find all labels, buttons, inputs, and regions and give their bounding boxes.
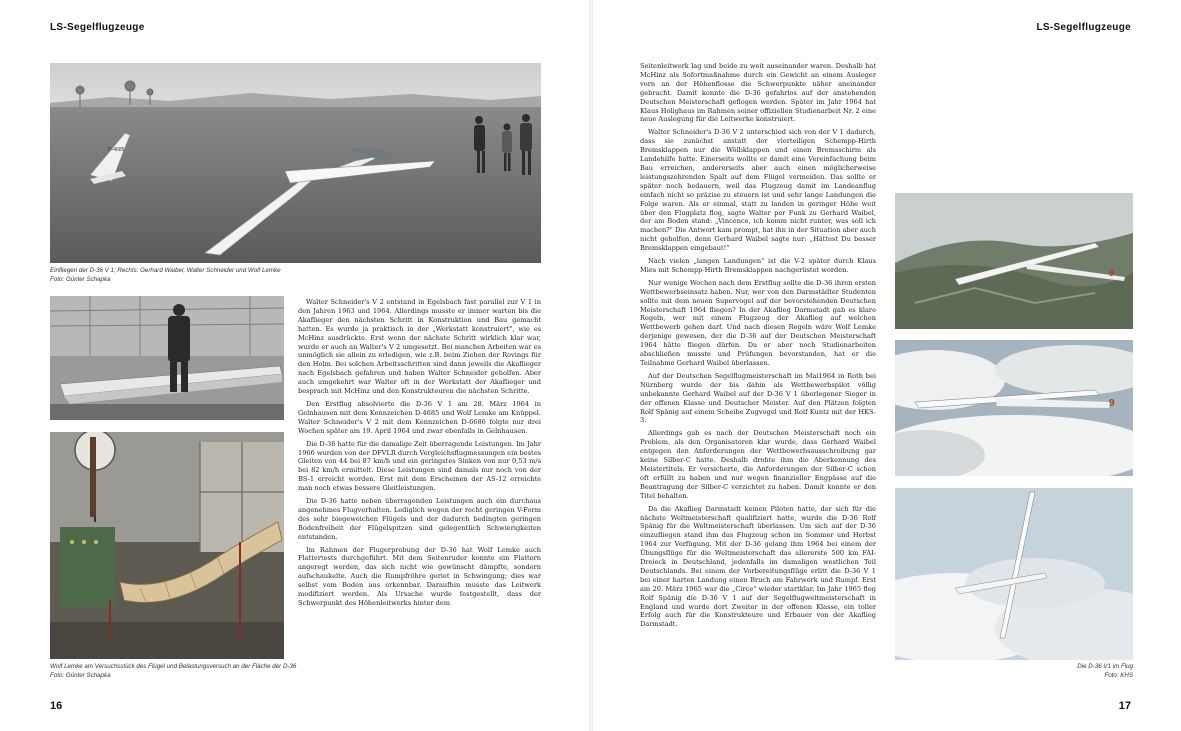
paragraph: Nach vielen „langen Landungen" ist die V-2 später durch Klaus Mies mit Schempp-Hirth Bremsklappen nachgerüstet worden. <box>640 257 876 274</box>
photo-glider-above-clouds <box>895 340 1133 476</box>
paragraph: Nur wenige Wochen nach dem Erstflug sollte die D-36 ihren ersten Wettbewerbseinsatz haben. Nur, wer von den Darmstädter Studenten sollte mit dem neuen Supervogel auf der bevorstehenden Deutschen Meisterschaft 1964 fliegen? In der Akaflieg Darmstadt gab es klare Regeln, wer mit einem Flugzeug der Akaflieg auf welchen Wettbewerb gehen darf. Und nach diesen Regeln wäre Wolf Lemke derjenige gewesen, der die D-36 auf der Deutschen Meisterschaft 1964 hätte fliegen dürfen. Da er aber noch Studienarbeiten abschließen musste und Prüfungen bevorstanden, hat er die Teilnahme Gerhard Waibel überlassen. <box>640 278 876 367</box>
photo-glider-on-field <box>50 63 541 263</box>
photo-glider-over-land <box>895 193 1133 329</box>
caption-bottom-left: Wolf Lemke am Versuchsstück des Flügel und Belastungsversuch an der Fläche der D-36 Foto: Günter Schapka <box>50 663 297 679</box>
paragraph: Die D-36 hatte für die damalige Zeit überragende Leistungen. Im Jahr 1966 wurden von der DFVLR durch Vergleichsflugmessungen ein bestes Gleiten von 44 bei 87 km/h und ein geringstes Sinken von nur 0,53 m/s bei 82 km/h ermittelt. Diese Leistungen sind damals nur noch von der BS-1 erreicht worden. Erst mit dem Erscheinen der AS-12 erreichte man noch etwas bessere Gleitleistungen. <box>298 439 541 493</box>
photo-glider-banking <box>895 488 1133 660</box>
page-number-right: 17 <box>1118 700 1131 712</box>
photo-load-test <box>50 432 284 659</box>
paragraph: Den Erstflug absolvierte die D-36 V 1 am 28. März 1964 in Gelnhausen mit dem Kennzeichen D-4685 und Wolf Lemke am Knüppel. Walter Schneider's V 2 mit dem Kennzeichen D-6686 folgte nur drei Wochen später am 19. April 1964 und zwar ebenfalls in Gelnhausen. <box>298 399 541 435</box>
glider-tail-number: 9 <box>1109 268 1115 278</box>
text-column-right <box>640 62 876 633</box>
paragraph: Walter Schneider's D-36 V 2 unterschied sich von der V 1 dadurch, dass sie zunächst anstatt der vierteiligen Schempp-Hirth Bremsklappen nur die Wölbklappen und einen Bremsschirm als Landehilfe hatte. Einerseits wollte er damit eine Vereinfachung beim Bau erreichen, andererseits aber auch einen möglicherweise leistungszehrenden Spalt auf dem Flügel vermeiden. Das sollte er später noch bedauern, weil das Flugzeug damit im Landeanflug einfach nicht so präzise zu steuern ist und sehr lange Landungen die Folge waren. Als er einmal, statt zu landen in geringer Höhe weit über den Flugplatz flog, sagte Walter per Funk zu Gerhard Waibel, der am Boden stand: „Vincence, ich komm nicht runter, was soll ich machen?" Die Antwort kam prompt, hat ihn in der Situation aber auch nicht geholfen, denn Gerhard Waibel sagte nur: „Hättest Du besser Bremsklappen eingebaut!" <box>640 128 876 253</box>
glider-tail-number-2: 9 <box>1109 398 1115 409</box>
paragraph: Im Rahmen der Flugerprobung der D-36 hat Wolf Lemke auch Flattertests durchgeführt. Mit dem Seitenruder konnte ein Flattern angeregt werden, das sich nicht wie gewünscht dämpfte, sondern aufschaukelte. Auch die Rumpfröhre geriet in Schwingung; dies war selbst vom Boden aus erkennbar. Daraufhin musste das Leitwerk modifiziert werden. Als Ursache wurde festgestellt, dass der Schwerpunkt des Höhenleitwerks hinter dem <box>298 545 541 607</box>
running-header-right: LS-Segelflugzeuge <box>1036 22 1131 33</box>
paragraph: Da die Akaflieg Darmstadt keinen Piloten hatte, der sich für die nächste Weltmeisterschaft qualifiziert hatte, wurde die D-36 Rolf Spänig für die Weltmeisterschaft überlassen. Um sich auf der D-36 einzufliegen stand ihm das Flugzeug schon im Sommer und Herbst 1964 zur Verfügung. Mit der D-36 gelang ihm 1964 bei einem der Übungsflüge für die Weltmeisterschaft das allererste 500 km FAI-Dreieck in Deutschland, jedenfalls im damaligen westlichen Teil Deutschlands. Bei einem der Vorbereitungsflüge erlitt die D-36 V 1 bei einer harten Landung einen Bruch am Fahrwerk und Rumpf. Erst am 20. März 1965 war die „Circe" wieder startklar. Im Jahr 1965 flog Rolf Spänig die D-36 V 1 auf der Segelflugweltmeisterschaft in England und wurde dort Zweiter in der offenen Klasse, ein toller Erfolg auch für die Konstrukteure und Erbauer von der Akaflieg Darmstadt. <box>640 504 876 629</box>
caption-right: Die D-36 V1 im Flug Foto: KHS <box>1077 663 1133 679</box>
glider-registration: D-4685 <box>108 147 125 153</box>
paragraph: Die D-36 hatte neben überragenden Leistungen auch ein durchaus angenehmes Flugverhalten. Lediglich wegen der recht geringen V-Form des sehr biegeweichen Flügels und der dadurch bedingten geringen Bodenfreiheit der Flügelspitzen sind gelegentlich Schwierigkeiten entstanden. <box>298 497 541 541</box>
page-gutter <box>589 0 593 731</box>
caption-top-left: Einfliegen der D-36 V 1; Rechts: Gerhard Waibel, Walter Schneider und Wolf Lemke Foto: Günter Schapka <box>50 267 281 283</box>
paragraph: Allerdings gab es nach der Deutschen Meisterschaft noch ein Problem, als den Organisatoren klar wurde, dass Gerhard Waibel entgegen den Anforderungen der Wettbewerbsausschreibung gar keine Silber-C hatte. Deshalb drohte ihm die Aberkennung des Meistertitels. Er versicherte, die Anforderungen der Silber-C schon oft erfüllt zu haben und nur wegen finanzieller Engpässe auf die Beantragung der Silber-C verzichtet zu haben. Damit konnte er den Titel behalten. <box>640 429 876 500</box>
page-number-left: 16 <box>50 700 63 712</box>
running-header-left: LS-Segelflugzeuge <box>50 22 145 33</box>
paragraph: Seitenleitwerk lag und beide zu weit auseinander waren. Deshalb hat McHinz als Sofortmaßnahme durch ein Gewicht an einem Ausleger vorn an der Höhenflosse die Schwerpunkte näher aneinander gebracht. Damit konnte die D-36 gefahrlos auf der anstehenden Deutschen Meisterschaft geflogen werden. Später im Jahr 1964 hat Klaus Holighaus im Rahmen seiner offiziellen Studienarbeit Nr. 2 eine neue Auslegung für die Leitwerke konstruiert. <box>640 62 876 124</box>
paragraph: Walter Schneider's V 2 entstand in Egelsbach fast parallel zur V 1 in den Jahren 1963 und 1964. Allerdings musste er immer warten bis die Akaflieger den nächsten Schritt in Konstruktion und Bau gemacht hatten. Es wurde ja praktisch in der „Werkstatt konstruiert", wie es McHinz ausdrückte. Erst wenn der nächste Schritt wirklich klar war, wurde er auch an Walter's V 2 umgesetzt. Bei manchen Arbeiten war es unmöglich sie allein zu erledigen, wie z.B. beim Ziehen der Rovings für den Holm. Bei solchen Arbeitsschritten sind dann jeweils die Akaflieger nach Egelsbach gefahren und haben Walter Schneider geholfen. Aber auch umgekehrt war Walter oft in der Werkstatt der Akaflieger und besprach mit McHinz und den Konstrukteuren die nächsten Schritte. <box>298 298 541 396</box>
paragraph: Auf der Deutschen Segelflugmeisterschaft im Mai1964 in Roth bei Nürnberg wurde der bis dahin als Wettbewerbspilot völlig unbekannte Gerhard Waibel auf der D-36 V 1 überlegener Sieger in der offenen Klasse und Deutscher Meister. Auf den Plätzen folgten Rolf Spänig auf einem Scheibe Zugvogel und Rolf Kuntz mit der HKS-3. <box>640 371 876 425</box>
text-column-left <box>298 298 541 612</box>
photo-workshop-wing <box>50 296 284 420</box>
